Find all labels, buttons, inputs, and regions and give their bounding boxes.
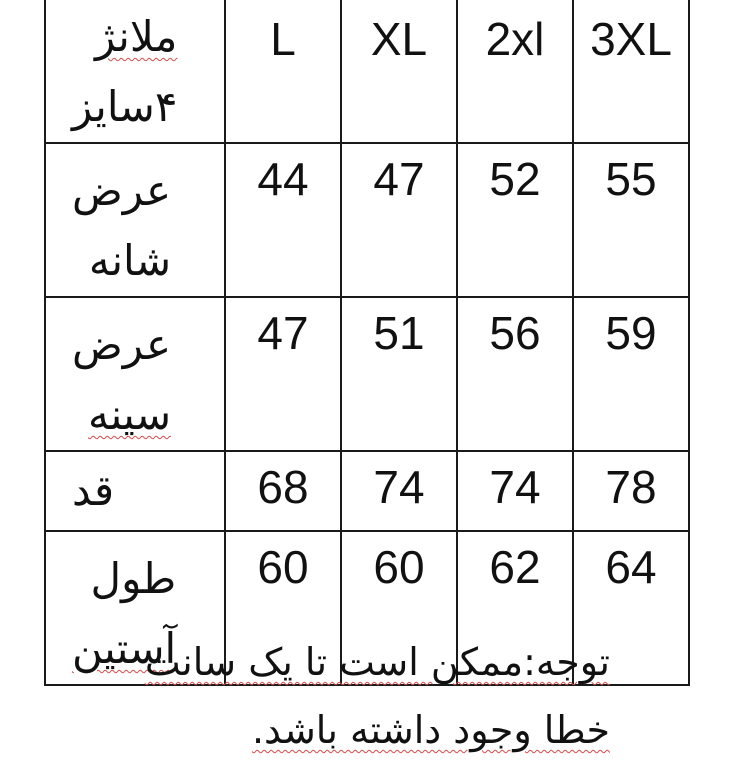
- table-row: [45, 143, 689, 297]
- table-cell: 44: [225, 143, 341, 297]
- size-header-3xl: 3XL: [573, 0, 689, 143]
- size-chart-table: [44, 0, 690, 686]
- row-label-line-1: عرض: [72, 320, 172, 369]
- row-label-line-2: سینه: [87, 390, 172, 439]
- size-header-2xl: 2xl: [457, 0, 573, 143]
- table-cell: 74: [341, 451, 457, 531]
- header-label-line-1: ملانژ: [95, 12, 178, 61]
- table-cell: 51: [341, 297, 457, 451]
- table-cell: 62: [457, 531, 573, 685]
- table-cell: 64: [573, 531, 689, 685]
- row-label-cell: [45, 143, 225, 297]
- row-label-line-2: شانه: [88, 236, 172, 285]
- row-label: [72, 456, 114, 526]
- header-row: [45, 0, 689, 143]
- table-cell: 47: [341, 143, 457, 297]
- row-label-line-2: آستین: [72, 624, 177, 673]
- header-label: [72, 2, 177, 142]
- table-cell: 78: [573, 451, 689, 531]
- table-cell: 47: [225, 297, 341, 451]
- table-cell: 52: [457, 143, 573, 297]
- table-cell: 68: [225, 451, 341, 531]
- table-cell: 74: [457, 451, 573, 531]
- row-label-line-1: قد: [72, 466, 115, 515]
- row-label-line-1: طول: [90, 554, 177, 603]
- row-label-cell: [45, 297, 225, 451]
- row-label-cell: [45, 451, 225, 531]
- row-label: [72, 156, 171, 296]
- tolerance-note: [40, 628, 610, 764]
- table-cell: 56: [457, 297, 573, 451]
- row-label-line-1: عرض: [72, 166, 172, 215]
- header-label-cell: [45, 0, 225, 143]
- table-row: [45, 451, 689, 531]
- row-label: [72, 310, 171, 450]
- table-cell: 60: [225, 531, 341, 685]
- table-cell: 55: [573, 143, 689, 297]
- table-row: [45, 297, 689, 451]
- header-label-line-2: ۴سایز: [72, 82, 178, 131]
- table-cell: 59: [573, 297, 689, 451]
- note-line-2: خطا وجود داشته باشد.: [251, 708, 610, 752]
- size-header-xl: XL: [341, 0, 457, 143]
- note-line-1: توجه:ممکن است تا یک سانت: [144, 640, 610, 684]
- table-cell: 60: [341, 531, 457, 685]
- size-header-l: L: [225, 0, 341, 143]
